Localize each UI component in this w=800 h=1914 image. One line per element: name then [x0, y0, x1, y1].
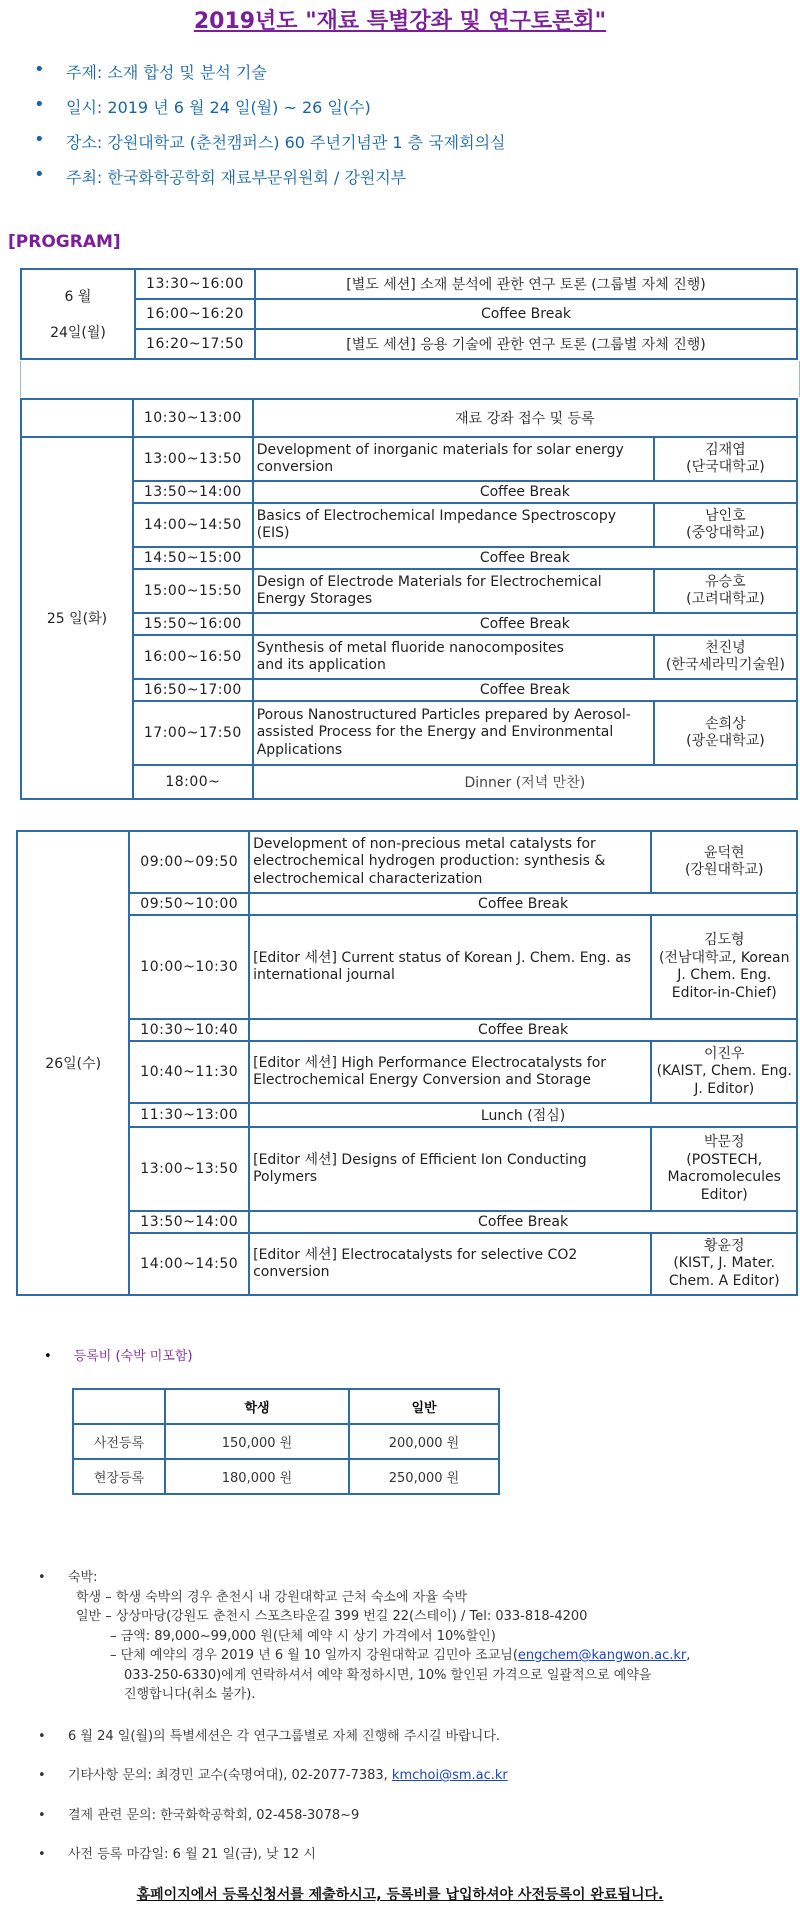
lecture-title: Design of Electrode Materials for Electrochemical Energy Storages [253, 569, 654, 613]
deadline-note: • 사전 등록 마감일: 6 월 21 일(금), 낮 12 시 [38, 1845, 783, 1865]
speaker: 천진녕 (한국세라믹기술원) [654, 635, 797, 679]
time-cell: 10:30~13:00 [133, 399, 253, 437]
fee-header-empty [73, 1389, 165, 1424]
fee-student: 180,000 원 [165, 1459, 349, 1494]
special-session-note: • 6 월 24 일(월)의 특별세션은 각 연구그룹별로 자체 진행해 주시길 바랍니다. [38, 1727, 783, 1747]
fee-label: • 등록비 (숙박 미포함) [44, 1345, 193, 1364]
time-cell: 13:30~16:00 [135, 269, 255, 299]
day1-schedule-table [20, 268, 798, 360]
time-cell: 10:40~11:30 [129, 1041, 249, 1103]
email-link[interactable]: engchem@kangwon.ac.kr [517, 1648, 687, 1663]
coffee-break: Coffee Break [253, 481, 797, 503]
session-title: [별도 세션] 응용 기술에 관한 연구 토론 (그룹별 자체 진행) [255, 329, 797, 359]
program-label: [PROGRAM] [8, 232, 121, 252]
coffee-break: Coffee Break [253, 547, 797, 569]
fee-general: 200,000 원 [349, 1424, 499, 1459]
fee-student: 150,000 원 [165, 1424, 349, 1459]
time-cell: 13:00~13:50 [129, 1127, 249, 1211]
lecture-title: Porous Nanostructured Particles prepared by Aerosol-assisted Process for the Energy and Environmental Applications [253, 701, 654, 765]
session-title: [별도 세션] 소재 분석에 관한 연구 토론 (그룹별 자체 진행) [255, 269, 797, 299]
bottom-notice: 홈페이지에서 등록신청서를 제출하시고, 등록비를 납입하셔야 사전등록이 완료됩니다. [136, 1887, 664, 1903]
lecture-title: Development of inorganic materials for solar energy conversion [253, 437, 654, 481]
time-cell: 15:00~15:50 [133, 569, 253, 613]
lunch: Lunch (점심) [249, 1103, 797, 1127]
speaker: 박문정 (POSTECH, Macromolecules Editor) [651, 1127, 797, 1211]
time-cell: 09:00~09:50 [129, 831, 249, 893]
speaker: 손희상 (광운대학교) [654, 701, 797, 765]
fee-header-general: 일반 [349, 1389, 499, 1424]
event-info-list [34, 60, 506, 200]
lecture-title: [Editor 세션] Electrocatalysts for selective CO2 conversion [249, 1233, 651, 1295]
lodging-group-cont: 033-250-6330)에게 연락하셔서 예약 확정하시면, 10% 할인된 가격으로 일괄적으로 예약을 [124, 1667, 652, 1683]
speaker: 유승호 (고려대학교) [654, 569, 797, 613]
day3-label: 26일(수) [17, 831, 129, 1295]
time-cell: 15:50~16:00 [133, 613, 253, 635]
time-cell: 14:00~14:50 [129, 1233, 249, 1295]
coffee-break: Coffee Break [253, 613, 797, 635]
time-cell: 09:50~10:00 [129, 893, 249, 915]
coffee-break: Coffee Break [249, 1019, 797, 1041]
info-topic: • 주제: 소재 합성 및 분석 기술 [34, 60, 506, 95]
coffee-break: Coffee Break [249, 893, 797, 915]
lecture-title: [Editor 세션] High Performance Electrocatalysts for Electrochemical Energy Conversion and Storage [249, 1041, 651, 1103]
page-title: 2019년도 "재료 특별강좌 및 연구토론회" [193, 9, 607, 34]
time-cell: 16:00~16:20 [135, 299, 255, 329]
time-cell: 11:30~13:00 [129, 1103, 249, 1127]
time-cell: 13:50~14:00 [129, 1211, 249, 1233]
speaker: 김도형 (전남대학교, Korean J. Chem. Eng. Editor-in-Chief) [651, 915, 797, 1019]
lodging-note: • 숙박: [38, 1568, 783, 1588]
time-cell: 13:50~14:00 [133, 481, 253, 503]
notes-section [38, 1568, 783, 1865]
speaker: 김재엽 (단국대학교) [654, 437, 797, 481]
time-cell: 10:30~10:40 [129, 1019, 249, 1041]
lodging-price: – 금액: 89,000~99,000 원(단체 예약 시 상기 가격에서 10%할인) [110, 1628, 496, 1644]
time-cell: 16:00~16:50 [133, 635, 253, 679]
time-cell: 17:00~17:50 [133, 701, 253, 765]
lecture-title: Basics of Electrochemical Impedance Spectroscopy (EIS) [253, 503, 654, 547]
time-cell: 13:00~13:50 [133, 437, 253, 481]
fee-row-type: 사전등록 [73, 1424, 165, 1459]
contact-email-link[interactable]: kmchoi@sm.ac.kr [391, 1768, 508, 1783]
coffee-break: Coffee Break [253, 679, 797, 701]
fee-table [72, 1388, 500, 1495]
payment-note: • 결제 관련 문의: 한국화학공학회, 02-458-3078~9 [38, 1806, 783, 1826]
fee-header-student: 학생 [165, 1389, 349, 1424]
coffee-break: Coffee Break [255, 299, 797, 329]
lodging-group: – 단체 예약의 경우 2019 년 6 월 10 일까지 강원대학교 김민아 조교님(engchem@kangwon.ac.kr, [110, 1648, 691, 1663]
speaker: 윤덕현 (강원대학교) [651, 831, 797, 893]
time-cell: 16:20~17:50 [135, 329, 255, 359]
contact-note: • 기타사항 문의: 최경민 교수(숙명여대), 02-2077-7383, kmchoi@sm.ac.kr [38, 1766, 783, 1786]
day3-schedule-table [16, 830, 798, 1296]
registration-title: 재료 강좌 접수 및 등록 [253, 399, 797, 437]
time-cell: 18:00~ [133, 765, 253, 799]
info-venue: • 장소: 강원대학교 (춘천캠퍼스) 60 주년기념관 1 층 국제회의실 [34, 130, 506, 165]
speaker: 황윤정 (KIST, J. Mater. Chem. A Editor) [651, 1233, 797, 1295]
lecture-title: [Editor 세션] Designs of Efficient Ion Conducting Polymers [249, 1127, 651, 1211]
speaker: 남인호 (중앙대학교) [654, 503, 797, 547]
empty-day-cell [21, 399, 133, 437]
coffee-break: Coffee Break [249, 1211, 797, 1233]
speaker: 이진우 (KAIST, Chem. Eng. J. Editor) [651, 1041, 797, 1103]
lodging-general: 일반 – 상상마당(강원도 춘천시 스포츠타운길 399 번길 22(스테이) / Tel: 033-818-4200 [76, 1609, 588, 1624]
day2-schedule-table [20, 398, 798, 800]
fee-general: 250,000 원 [349, 1459, 499, 1494]
dinner: Dinner (저녁 만찬) [253, 765, 797, 799]
lecture-title: Development of non-precious metal catalysts for electrochemical hydrogen production: synthesis & electrochemical characterization [249, 831, 651, 893]
time-cell: 16:50~17:00 [133, 679, 253, 701]
day1-label: 6 월 24일(월) [21, 269, 135, 359]
lecture-title: Synthesis of metal fluoride nanocomposites and its application [253, 635, 654, 679]
info-host: • 주최: 한국화학공학회 재료부문위원회 / 강원지부 [34, 165, 506, 200]
lecture-title: [Editor 세션] Current status of Korean J. Chem. Eng. as international journal [249, 915, 651, 1019]
day2-label: 25 일(화) [21, 437, 133, 799]
time-cell: 10:00~10:30 [129, 915, 249, 1019]
time-cell: 14:50~15:00 [133, 547, 253, 569]
lodging-student: 학생 – 학생 숙박의 경우 춘천시 내 강원대학교 근처 숙소에 자율 숙박 [76, 1589, 468, 1605]
info-date: • 일시: 2019 년 6 월 24 일(월) ~ 26 일(수) [34, 95, 506, 130]
fee-row-type: 현장등록 [73, 1459, 165, 1494]
lodging-group-cont2: 진행합니다(취소 불가). [124, 1687, 256, 1702]
time-cell: 14:00~14:50 [133, 503, 253, 547]
spacer-row [20, 361, 800, 397]
